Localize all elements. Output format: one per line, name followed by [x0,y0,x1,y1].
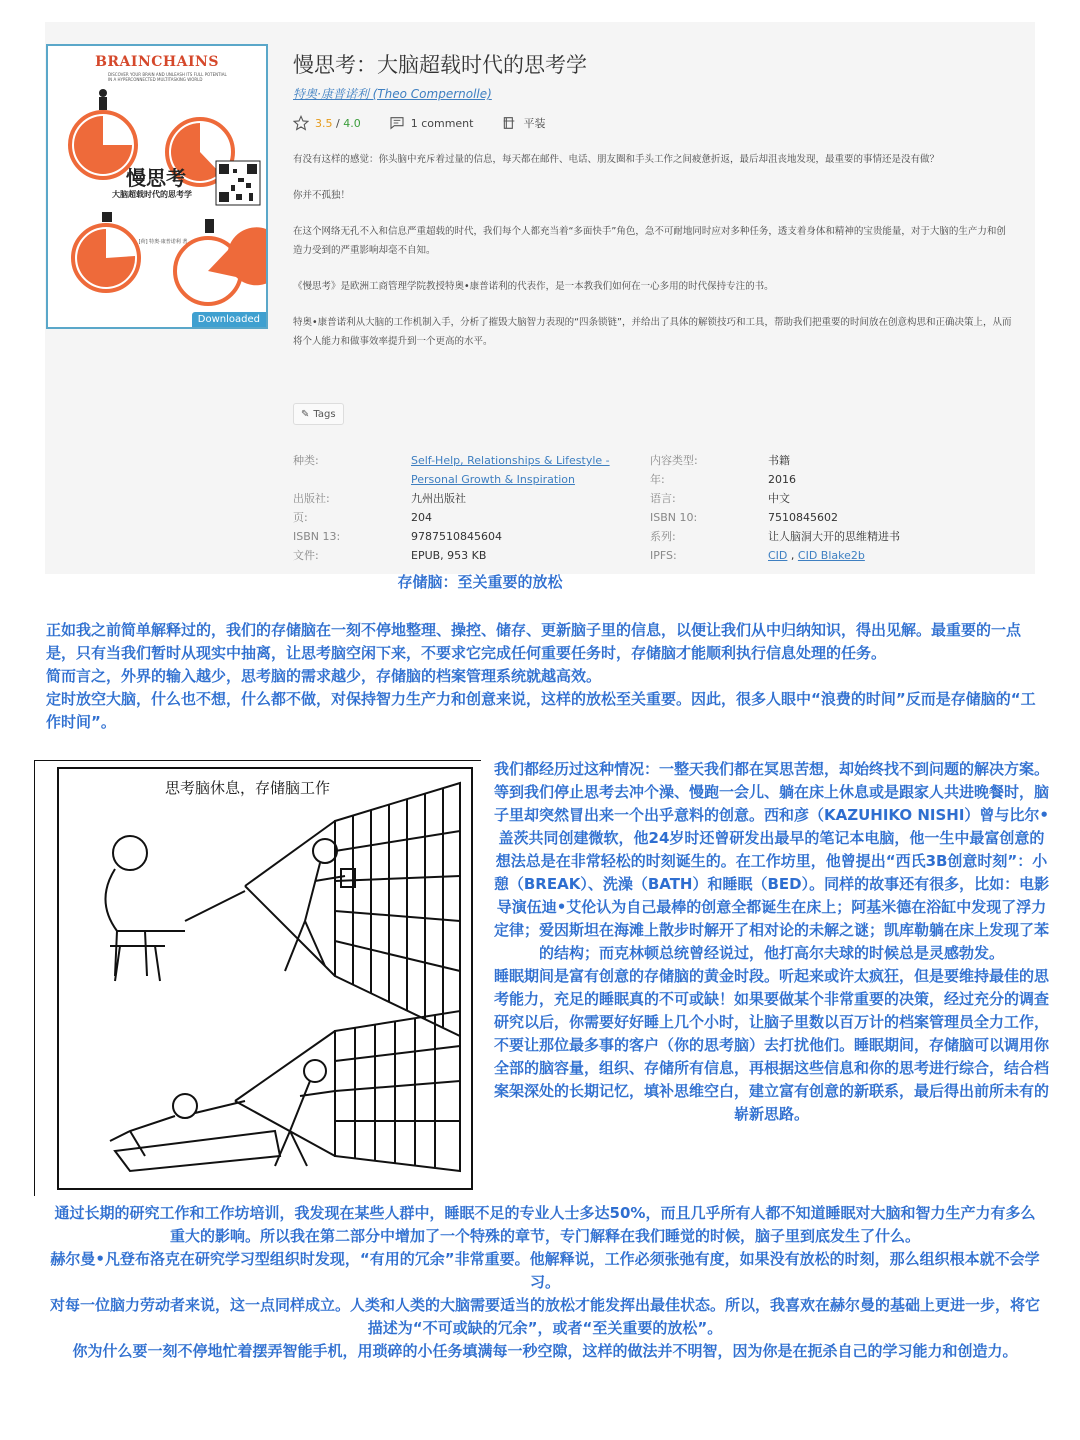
pages-value: 204 [411,511,432,524]
book-cover[interactable] [46,44,268,329]
tags-label: Tags [313,408,336,420]
year-value: 2016 [768,473,796,486]
category-link[interactable] [411,451,610,489]
category-line-1[interactable]: Self-Help, Relationships & Lifestyle - [411,454,610,467]
intro-paragraph: 正如我之前简单解释过的，我们的存储脑在一刻不停地整理、操控、储存、更新脑子里的信息，以便让我们从中归纳知识，得出见解。最重要的一点是，只有当我们暂时从现实中抽离，让思考脑空闲下来，不要求它完成任何重要任务时，存储脑才能顺利执行信息处理的任务。 [46,621,1022,662]
ipfs-value [768,546,865,565]
cover-subtitle-en: DISCOVER YOUR BRAIN AND UNLEASH ITS FULL POTENTIAL IN A HYPERCONNECTED MULTITASKING WORLD [108,72,227,82]
cartoon-caption: 思考脑休息，存储脑工作 [165,779,331,797]
series-label: 系列: [650,530,676,543]
description-paragraph: 有没有这样的感觉：你头脑中充斥着过量的信息，每天都在邮件、电话、朋友圈和手头工作之间疲惫折返，最后却沮丧地发现，最重要的事情还是没有做？ [293,154,940,165]
downloaded-badge: Downloaded [192,312,266,327]
tags-button[interactable] [293,403,344,425]
pages-label: 页: [293,511,308,524]
cover-title-zh: 慢思考 [126,166,186,190]
category-label: 种类: [293,454,319,467]
article-bottom [50,1202,1040,1363]
pencil-icon: ✎ [301,408,310,420]
ipfs-separator: , [787,549,798,562]
comments-count: 1 comment [410,116,474,130]
ipfs-cid-link[interactable]: CID [768,549,788,562]
star-icon [293,115,309,131]
article-heading: 存储脑：至关重要的放松 [397,573,563,591]
description-paragraph: 在这个网络无孔不入和信息严重超载的时代，我们每个人都充当着“多面快手”角色，急不可耐地同时应对多种任务，透支着身体和精神的宝贵能量，对于大脑的生产力和创造力受到的严重影响却毫不自知。 [293,226,1006,256]
cartoon-illustration [34,760,481,1196]
article-right-column [493,758,1050,1126]
format-label: 平装 [523,117,546,130]
book-icon [501,115,517,131]
bottom-paragraph: 你为什么要一刻不停地忙着摆弄智能手机，用琐碎的小任务填满每一秒空隙，这样的做法并不明智，因为你是在扼杀自己的学习能力和创造力。 [72,1342,1018,1360]
isbn13-label: ISBN 13: [293,530,341,543]
comments-link[interactable] [389,115,474,131]
bottom-paragraph: 赫尔曼•凡登布洛克在研究学习型组织时发现，“有用的冗余”非常重要。他解释说，工作必须张弛有度，如果没有放松的时刻，那么组织根本就不会学习。 [50,1250,1040,1291]
rating-total: 4.0 [343,116,361,130]
comment-icon [389,115,405,131]
right-paragraph: 睡眠期间是富有创意的存储脑的黄金时段。听起来或许太疯狂，但是要维持最佳的思考能力，充足的睡眠真的不可或缺！如果要做某个非常重要的决策，经过充分的调查研究以后，你需要好好睡上几个小时，让脑子里数以百万计的档案管理员全力工作，不要让那位最多事的客户（你的思考脑）去打扰他们。睡眠期间，存储脑可以调用你全部的脑容量，组织、存储所有信息，再根据这些信息和你的思考进行综合，结合档案架深处的长期记忆，填补思维空白，建立富有创意的新联系，最后得出前所未有的崭新思路。 [493,967,1049,1123]
cartoon-drawing [35,761,481,1196]
description-paragraph: 你并不孤独！ [293,190,351,201]
cover-subtitle-zh: 大脑超载时代的思考学 [112,190,192,199]
content-type-value: 书籍 [768,454,790,467]
bottom-paragraph: 通过长期的研究工作和工作坊培训，我发现在某些人群中，睡眠不足的专业人士多达50%，而且几乎所有人都不知道睡眠对大脑和智力生产力有多么重大的影响。所以我在第二部分中增加了一个特殊的章节，专门解释在我们睡觉的时候，脑子里到底发生了什么。 [54,1204,1036,1245]
publisher-value: 九州出版社 [411,492,466,505]
series-value: 让人脑洞大开的思维精进书 [768,530,900,543]
year-label: 年: [650,473,665,486]
file-label: 文件: [293,549,319,562]
category-line-2[interactable]: Personal Growth & Inspiration [411,473,575,486]
rating-separator: / [332,116,344,130]
intro-paragraph: 定时放空大脑，什么也不想，什么都不做，对保持智力生产力和创意来说，这样的放松至关重要。因此，很多人眼中“浪费的时间”反而是存储脑的“工作时间”。 [46,690,1036,731]
cover-title-en: BRAINCHAINS [95,54,219,70]
intro-paragraph: 简而言之，外界的输入越少，思考脑的需求越少，存储脑的档案管理系统就越高效。 [46,667,602,685]
ipfs-blake-link[interactable]: CID Blake2b [797,549,865,562]
content-type-label: 内容类型: [650,454,698,467]
book-description [293,150,1013,368]
language-label: 语言: [650,492,676,505]
description-paragraph: 《慢思考》是欧洲工商管理学院教授特奥•康普诺利的代表作，是一本教我们如何在一心多用的时代保持专注的书。 [293,281,774,292]
isbn13-value: 9787510845604 [411,530,502,543]
format [501,115,545,131]
bottom-paragraph: 对每一位脑力劳动者来说，这一点同样成立。人类和人类的大脑需要适当的放松才能发挥出最佳状态。所以，我喜欢在赫尔曼的基础上更进一步，将它描述为“不可或缺的冗余”，或者“至关重要的放松”。 [50,1296,1041,1337]
ipfs-label: IPFS: [650,549,677,562]
article-intro [46,619,1041,734]
book-title: 慢思考：大脑超载时代的思考学 [293,53,587,77]
publisher-label: 出版社: [293,492,330,505]
file-value: EPUB, 953 KB [411,549,487,562]
book-meta-row [293,114,573,132]
isbn10-value: 7510845602 [768,511,838,524]
description-paragraph: 特奥•康普诺利从大脑的工作机制入手，分析了摧毁大脑智力表现的“四条锁链”，并给出了具体的解锁技巧和工具，帮助我们把重要的时间放在创意构思和正确决策上，从而将个人能力和做事效率提升到一个更高的水平。 [293,317,1012,347]
rating-user: 3.5 [315,116,333,130]
author-link[interactable]: 特奥·康普诺利 (Theo Compernolle) [293,87,492,101]
rating[interactable] [293,115,361,131]
isbn10-label: ISBN 10: [650,511,698,524]
language-value: 中文 [768,492,790,505]
cover-author: [荷] 特奥·康普诺利 著 [138,239,188,245]
right-paragraph: 我们都经历过这种情况：一整天我们都在冥思苦想，却始终找不到问题的解决方案。等到我们停止思考去冲个澡、慢跑一会儿、躺在床上休息或是跟家人共进晚餐时，脑子里却突然冒出来一个出乎意料的创意。西和彦（KAZUHIKO NISHI）曾与比尔•盖茨共同创建微软，他24岁时还曾研发出最早的笔记本电脑，他一生中最富创意的想法总是在非常轻松的时刻诞生的。在工作坊里，他曾提出“西氏3B创意时刻”：小憩（BREAK）、洗澡（BATH）和睡眠（BED）。同样的故事还有很多，比如：电影导演伍迪•艾伦认为自己最棒的创意全都诞生在床上；阿基米德在浴缸中发现了浮力定律；爱因斯坦在海滩上散步时解开了相对论的未解之谜；凯库勒躺在床上发现了苯的结构；而克林顿总统曾经说过，他打高尔夫球的时候总是灵感勃发。 [493,760,1050,962]
